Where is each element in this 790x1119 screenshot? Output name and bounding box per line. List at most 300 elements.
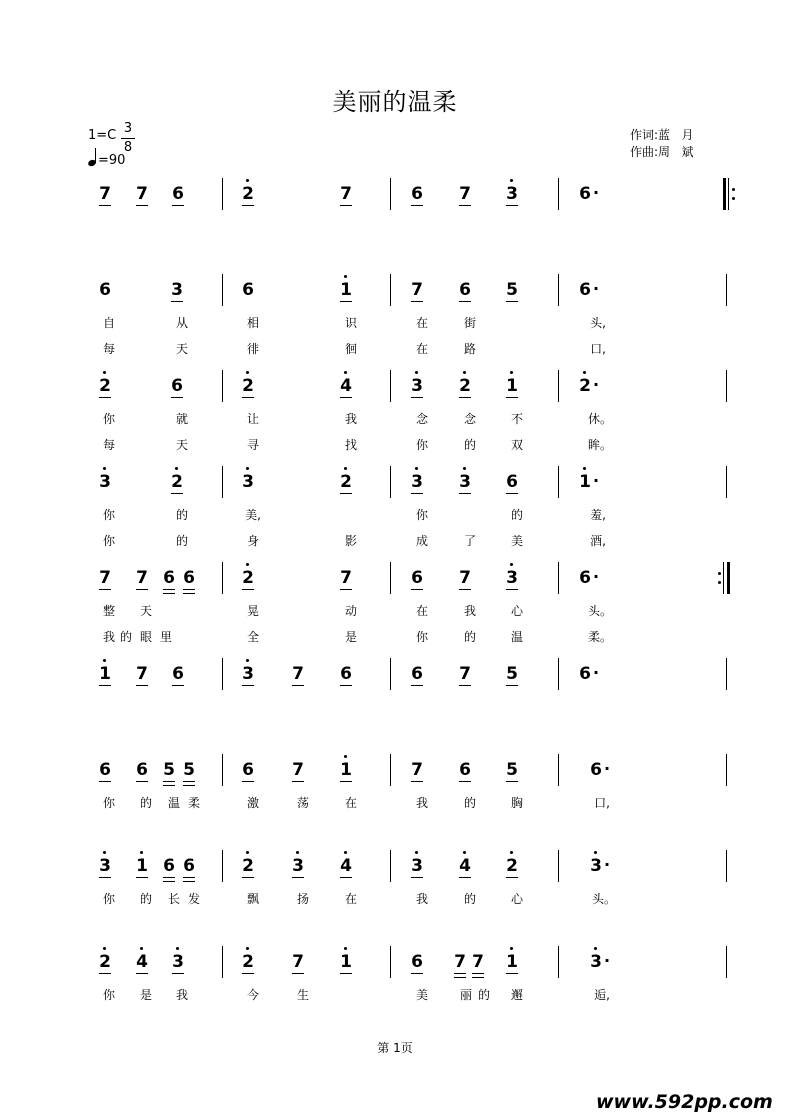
jianpu-note: 2 <box>240 376 256 396</box>
underline-sixteenth <box>163 785 175 786</box>
jianpu-note: 7 <box>292 952 304 972</box>
underline-eighth <box>506 877 518 878</box>
lyric-verse-2: 的 <box>119 630 132 644</box>
underline-eighth <box>99 397 111 398</box>
duration-dot: · <box>593 279 600 298</box>
high-octave-dot <box>463 371 466 374</box>
lyric-verse-1: 长 <box>167 892 180 906</box>
underline-eighth <box>242 205 254 206</box>
underline-eighth <box>172 685 184 686</box>
lyric-verse-2: 徘 <box>246 342 259 356</box>
bar-line <box>222 562 223 594</box>
lyric-verse-2: 寻 <box>246 438 259 452</box>
underline-sixteenth <box>183 593 195 594</box>
lyric-verse-1: 温 <box>167 796 180 810</box>
bar-line <box>390 658 391 690</box>
bar-line <box>558 850 559 882</box>
jianpu-note: 7 <box>292 760 304 780</box>
bar-line <box>726 850 727 882</box>
lyric-verse-2: 双 <box>510 438 523 452</box>
underline-eighth <box>340 589 352 590</box>
jianpu-note: 4 <box>457 856 473 876</box>
jianpu-note: 2 <box>240 184 256 204</box>
underline-eighth <box>506 397 518 398</box>
jianpu-note: 6 <box>161 568 177 588</box>
lyric-verse-1: 的 <box>139 892 152 906</box>
high-octave-dot <box>175 467 178 470</box>
lyric-verse-2: 每 <box>102 438 115 452</box>
lyric-verse-1: 头, <box>590 316 606 330</box>
high-octave-dot <box>246 659 249 662</box>
lyric-verse-1: 街 <box>463 316 476 330</box>
bar-line <box>390 946 391 978</box>
high-octave-dot <box>415 371 418 374</box>
jianpu-note: 6 <box>242 280 254 300</box>
high-octave-dot <box>103 851 106 854</box>
underline-eighth <box>411 397 423 398</box>
lyric-verse-2: 成 <box>415 534 428 548</box>
underline-eighth <box>99 205 111 206</box>
underline-eighth <box>340 781 352 782</box>
jianpu-note: 7 <box>459 184 471 204</box>
jianpu-note: 1 <box>504 952 520 972</box>
bar-line <box>222 850 223 882</box>
jianpu-note: 7 <box>459 568 471 588</box>
jianpu-note: 1 <box>577 472 593 492</box>
jianpu-note: 6 <box>161 856 177 876</box>
lyric-verse-1: 在 <box>415 316 428 330</box>
bar-line <box>726 658 727 690</box>
lyric-verse-2: 美 <box>510 534 523 548</box>
underline-eighth <box>99 877 111 878</box>
underline-eighth <box>242 877 254 878</box>
underline-eighth <box>163 781 175 782</box>
lyric-verse-1: 你 <box>102 796 115 810</box>
underline-eighth <box>459 397 471 398</box>
jianpu-note: 6 <box>99 760 111 780</box>
underline-eighth <box>163 589 175 590</box>
duration-dot: · <box>593 567 600 586</box>
lyric-verse-1: 生 <box>296 988 309 1002</box>
jianpu-note: 6 <box>579 184 591 204</box>
lyric-verse-1: 从 <box>175 316 188 330</box>
bar-line <box>222 754 223 786</box>
high-octave-dot <box>246 179 249 182</box>
lyric-verse-1: 你 <box>102 988 115 1002</box>
lyric-verse-1: 发 <box>187 892 200 906</box>
lyric-verse-2: 温 <box>510 630 523 644</box>
underline-eighth <box>340 493 352 494</box>
bar-line <box>222 466 223 498</box>
jianpu-note: 6 <box>171 376 183 396</box>
lyric-verse-1: 逅, <box>594 988 610 1002</box>
underline-eighth <box>411 973 423 974</box>
underline-sixteenth <box>183 881 195 882</box>
jianpu-note: 1 <box>97 664 113 684</box>
jianpu-note: 7 <box>99 184 111 204</box>
jianpu-note: 2 <box>240 568 256 588</box>
underline-eighth <box>459 781 471 782</box>
lyric-verse-1: 飘 <box>246 892 259 906</box>
underline-eighth <box>411 685 423 686</box>
underline-eighth <box>172 973 184 974</box>
jianpu-note: 7 <box>340 184 352 204</box>
jianpu-note: 7 <box>340 568 352 588</box>
bar-line <box>558 370 559 402</box>
high-octave-dot <box>103 659 106 662</box>
high-octave-dot <box>140 851 143 854</box>
jianpu-note: 5 <box>506 280 518 300</box>
lyric-verse-2: 我 <box>102 630 115 644</box>
jianpu-note: 1 <box>134 856 150 876</box>
duration-dot: · <box>593 471 600 490</box>
lyric-verse-1: 你 <box>102 892 115 906</box>
jianpu-note: 5 <box>181 760 197 780</box>
bar-line <box>726 754 727 786</box>
lyric-verse-1: 你 <box>102 508 115 522</box>
jianpu-note: 3 <box>504 184 520 204</box>
underline-eighth <box>340 205 352 206</box>
jianpu-note: 6 <box>411 952 423 972</box>
lyric-verse-1: 胸 <box>510 796 523 810</box>
bar-line <box>390 754 391 786</box>
jianpu-note: 7 <box>99 568 111 588</box>
underline-eighth <box>183 877 195 878</box>
jianpu-note: 2 <box>240 856 256 876</box>
lyric-verse-1: 天 <box>139 604 152 618</box>
bar-line <box>390 274 391 306</box>
high-octave-dot <box>246 947 249 950</box>
page-number: 第 1页 <box>377 1041 413 1055</box>
lyric-verse-1: 念 <box>463 412 476 426</box>
lyric-verse-1: 在 <box>344 892 357 906</box>
underline-eighth <box>459 685 471 686</box>
underline-eighth <box>99 685 111 686</box>
underline-eighth <box>136 973 148 974</box>
underline-eighth <box>340 685 352 686</box>
underline-eighth <box>292 973 304 974</box>
lyric-verse-2: 了 <box>463 534 476 548</box>
high-octave-dot <box>344 275 347 278</box>
underline-eighth <box>136 205 148 206</box>
jianpu-note: 5 <box>506 664 518 684</box>
high-octave-dot <box>463 851 466 854</box>
bar-line <box>558 946 559 978</box>
lyric-verse-1: 休。 <box>588 412 613 426</box>
bar-line <box>390 850 391 882</box>
underline-eighth <box>242 973 254 974</box>
bar-line <box>726 946 727 978</box>
underline-eighth <box>506 205 518 206</box>
bar-line <box>558 658 559 690</box>
lyric-verse-1: 头。 <box>592 892 617 906</box>
high-octave-dot <box>510 851 513 854</box>
jianpu-note: 7 <box>470 952 486 972</box>
underline-eighth <box>292 781 304 782</box>
underline-eighth <box>459 301 471 302</box>
underline-sixteenth <box>454 977 466 978</box>
lyric-verse-1: 我 <box>415 796 428 810</box>
bar-line <box>222 370 223 402</box>
underline-eighth <box>242 397 254 398</box>
lyric-verse-2: 的 <box>463 438 476 452</box>
high-octave-dot <box>510 947 513 950</box>
jianpu-note: 1 <box>504 376 520 396</box>
duration-dot: · <box>593 663 600 682</box>
lyric-verse-2: 在 <box>415 342 428 356</box>
bar-line <box>726 466 727 498</box>
high-octave-dot <box>510 179 513 182</box>
duration-dot: · <box>593 375 600 394</box>
lyric-verse-1: 相 <box>246 316 259 330</box>
jianpu-note: 2 <box>338 472 354 492</box>
jianpu-note: 3 <box>170 952 186 972</box>
high-octave-dot <box>140 947 143 950</box>
underline-eighth <box>411 205 423 206</box>
underline-sixteenth <box>183 785 195 786</box>
jianpu-note: 3 <box>97 856 113 876</box>
jianpu-note: 7 <box>136 184 148 204</box>
high-octave-dot <box>103 947 106 950</box>
lyric-verse-1: 羞, <box>590 508 606 522</box>
high-octave-dot <box>415 851 418 854</box>
underline-eighth <box>183 781 195 782</box>
underline-eighth <box>411 493 423 494</box>
underline-eighth <box>292 685 304 686</box>
credits <box>630 127 694 161</box>
high-octave-dot <box>583 467 586 470</box>
high-octave-dot <box>246 467 249 470</box>
lyric-verse-2: 全 <box>246 630 259 644</box>
lyric-verse-1: 激 <box>246 796 259 810</box>
lyric-verse-2: 天 <box>175 342 188 356</box>
underline-eighth <box>472 973 484 974</box>
jianpu-note: 3 <box>240 472 256 492</box>
jianpu-note: 7 <box>411 760 423 780</box>
jianpu-note: 6 <box>579 664 591 684</box>
underline-eighth <box>242 685 254 686</box>
lyric-verse-1: 的 <box>175 508 188 522</box>
bar-line <box>558 562 559 594</box>
lyric-verse-1: 的 <box>477 988 490 1002</box>
lyric-verse-1: 你 <box>415 508 428 522</box>
jianpu-note: 3 <box>409 856 425 876</box>
underline-eighth <box>459 205 471 206</box>
lyric-verse-1: 荡 <box>296 796 309 810</box>
high-octave-dot <box>344 851 347 854</box>
jianpu-note: 3 <box>409 376 425 396</box>
quarter-note-icon <box>88 150 98 168</box>
jianpu-note: 2 <box>577 376 593 396</box>
jianpu-note: 2 <box>457 376 473 396</box>
high-octave-dot <box>176 947 179 950</box>
duration-dot: · <box>604 951 611 970</box>
lyric-verse-1: 邂 <box>510 988 523 1002</box>
jianpu-note: 3 <box>588 952 604 972</box>
underline-eighth <box>163 877 175 878</box>
underline-eighth <box>242 781 254 782</box>
underline-eighth <box>340 397 352 398</box>
high-octave-dot <box>463 467 466 470</box>
bar-line <box>222 178 223 210</box>
underline-eighth <box>171 493 183 494</box>
underline-eighth <box>459 493 471 494</box>
duration-dot: · <box>604 855 611 874</box>
jianpu-note: 6 <box>181 856 197 876</box>
lyric-verse-1: 扬 <box>296 892 309 906</box>
underline-eighth <box>136 685 148 686</box>
jianpu-note: 3 <box>240 664 256 684</box>
jianpu-note: 6 <box>411 184 423 204</box>
lyric-verse-1: 就 <box>175 412 188 426</box>
underline-eighth <box>183 589 195 590</box>
lyric-verse-2: 柔。 <box>588 630 613 644</box>
jianpu-note: 7 <box>292 664 304 684</box>
lyric-verse-1: 念 <box>415 412 428 426</box>
lyric-verse-2: 路 <box>463 342 476 356</box>
bar-line <box>390 370 391 402</box>
jianpu-note: 1 <box>338 280 354 300</box>
lyric-verse-2: 找 <box>344 438 357 452</box>
jianpu-note: 6 <box>411 568 423 588</box>
underline-eighth <box>136 877 148 878</box>
jianpu-note: 1 <box>338 952 354 972</box>
high-octave-dot <box>246 563 249 566</box>
high-octave-dot <box>344 755 347 758</box>
lyric-verse-1: 自 <box>102 316 115 330</box>
jianpu-note: 6 <box>506 472 518 492</box>
high-octave-dot <box>594 947 597 950</box>
lyric-verse-2: 酒, <box>590 534 606 548</box>
high-octave-dot <box>296 851 299 854</box>
lyric-verse-1: 的 <box>510 508 523 522</box>
composer: 作曲:周 斌 <box>630 145 694 159</box>
lyric-verse-2: 徊 <box>344 342 357 356</box>
bar-line <box>222 274 223 306</box>
duration-dot: · <box>604 759 611 778</box>
jianpu-note: 3 <box>504 568 520 588</box>
underline-eighth <box>506 781 518 782</box>
high-octave-dot <box>344 467 347 470</box>
lyric-verse-1: 在 <box>344 796 357 810</box>
jianpu-note: 6 <box>411 664 423 684</box>
lyric-verse-1: 不 <box>510 412 523 426</box>
underline-eighth <box>411 781 423 782</box>
time-signature-bottom: 8 <box>123 140 133 155</box>
jianpu-note: 6 <box>136 760 148 780</box>
bar-line <box>390 562 391 594</box>
high-octave-dot <box>594 851 597 854</box>
jianpu-note: 6 <box>172 184 184 204</box>
high-octave-dot <box>344 371 347 374</box>
underline-eighth <box>411 589 423 590</box>
underline-eighth <box>99 781 111 782</box>
lyric-verse-2: 影 <box>344 534 357 548</box>
high-octave-dot <box>103 467 106 470</box>
bar-line <box>558 274 559 306</box>
underline-eighth <box>136 781 148 782</box>
high-octave-dot <box>583 371 586 374</box>
underline-eighth <box>340 301 352 302</box>
underline-eighth <box>292 877 304 878</box>
lyric-verse-1: 我 <box>415 892 428 906</box>
lyric-verse-2: 的 <box>463 630 476 644</box>
lyric-verse-2: 身 <box>246 534 259 548</box>
lyric-verse-1: 的 <box>139 796 152 810</box>
jianpu-note: 3 <box>290 856 306 876</box>
jianpu-note: 6 <box>459 280 471 300</box>
jianpu-note: 7 <box>136 568 148 588</box>
jianpu-note: 6 <box>459 760 471 780</box>
underline-eighth <box>506 685 518 686</box>
jianpu-note: 4 <box>338 376 354 396</box>
song-title: 美丽的温柔 <box>332 88 458 116</box>
jianpu-note: 6 <box>340 664 352 684</box>
bar-line <box>558 466 559 498</box>
high-octave-dot <box>246 371 249 374</box>
lyric-verse-1: 整 <box>102 604 115 618</box>
underline-eighth <box>99 589 111 590</box>
lyric-verse-1: 我 <box>344 412 357 426</box>
jianpu-note: 6 <box>242 760 254 780</box>
underline-eighth <box>171 301 183 302</box>
jianpu-note: 7 <box>452 952 468 972</box>
lyric-verse-1: 我 <box>463 604 476 618</box>
jianpu-note: 3 <box>97 472 113 492</box>
bar-line <box>222 946 223 978</box>
bar-line <box>390 466 391 498</box>
lyric-verse-1: 晃 <box>246 604 259 618</box>
jianpu-note: 7 <box>136 664 148 684</box>
bar-line <box>390 178 391 210</box>
key-signature: 1=C <box>88 128 117 143</box>
jianpu-note: 3 <box>409 472 425 492</box>
bar-line <box>222 658 223 690</box>
underline-eighth <box>411 301 423 302</box>
jianpu-note: 3 <box>457 472 473 492</box>
jianpu-note: 6 <box>579 568 591 588</box>
lyric-verse-2: 你 <box>102 534 115 548</box>
time-signature-top: 3 <box>123 121 133 136</box>
lyric-verse-2: 的 <box>175 534 188 548</box>
lyric-verse-2: 每 <box>102 342 115 356</box>
lyric-verse-2: 你 <box>415 630 428 644</box>
underline-eighth <box>340 877 352 878</box>
lyric-verse-1: 心 <box>510 892 523 906</box>
lyric-verse-2: 你 <box>415 438 428 452</box>
jianpu-note: 2 <box>97 376 113 396</box>
jianpu-note: 4 <box>338 856 354 876</box>
lyric-verse-2: 天 <box>175 438 188 452</box>
jianpu-note: 3 <box>171 280 183 300</box>
underline-sixteenth <box>163 881 175 882</box>
jianpu-note: 2 <box>504 856 520 876</box>
bar-line <box>726 370 727 402</box>
underline-eighth <box>136 589 148 590</box>
underline-eighth <box>454 973 466 974</box>
underline-eighth <box>459 589 471 590</box>
jianpu-note: 2 <box>97 952 113 972</box>
jianpu-note: 7 <box>411 280 423 300</box>
underline-eighth <box>340 973 352 974</box>
lyric-verse-1: 识 <box>344 316 357 330</box>
underline-eighth <box>411 877 423 878</box>
high-octave-dot <box>510 563 513 566</box>
underline-eighth <box>459 877 471 878</box>
underline-eighth <box>506 973 518 974</box>
lyric-verse-1: 我 <box>175 988 188 1002</box>
lyric-verse-1: 柔 <box>187 796 200 810</box>
